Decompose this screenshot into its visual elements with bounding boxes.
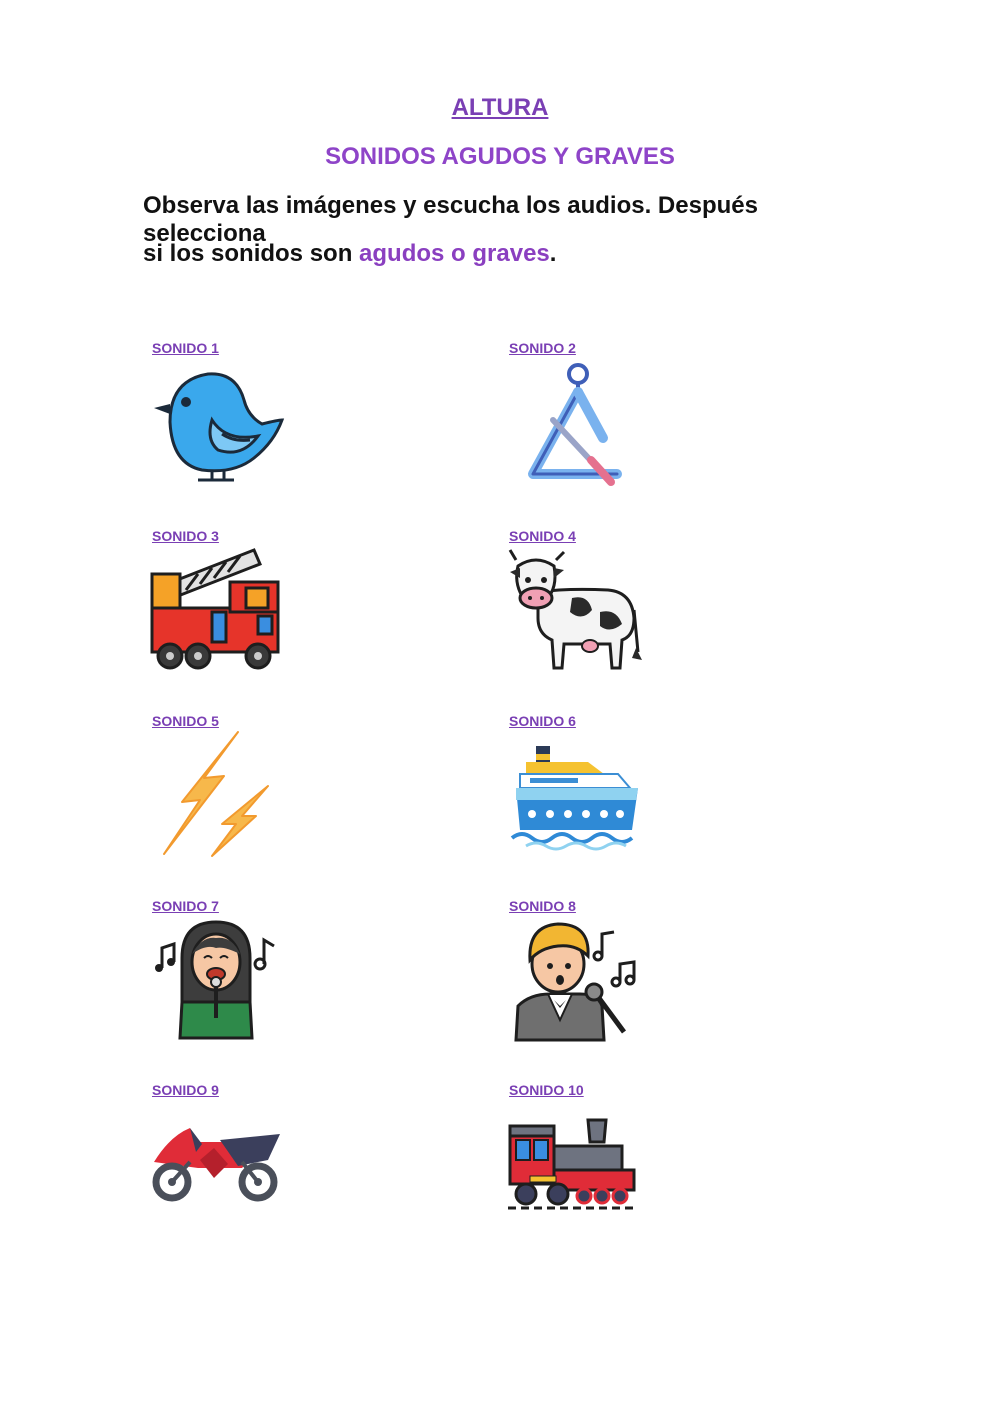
- train-icon: [506, 1116, 638, 1212]
- sound-3-link[interactable]: SONIDO 3: [152, 528, 219, 544]
- page-subtitle: SONIDOS AGUDOS Y GRAVES: [325, 143, 675, 170]
- sound-6-link[interactable]: SONIDO 6: [509, 713, 576, 729]
- cow-icon: [508, 548, 642, 674]
- bird-icon: [150, 362, 286, 484]
- sound-8-link[interactable]: SONIDO 8: [509, 898, 576, 914]
- instruction-highlight: agudos o graves: [359, 240, 550, 267]
- sound-10-link[interactable]: SONIDO 10: [509, 1082, 584, 1098]
- female-singer-icon: [152, 918, 280, 1042]
- instruction-period: .: [549, 240, 557, 267]
- sound-4-link[interactable]: SONIDO 4: [509, 528, 576, 544]
- lightning-icon: [160, 730, 272, 858]
- sound-7-link[interactable]: SONIDO 7: [152, 898, 219, 914]
- male-singer-icon: [510, 920, 640, 1044]
- sound-5-link[interactable]: SONIDO 5: [152, 713, 219, 729]
- ship-icon: [508, 744, 644, 852]
- sound-9-link[interactable]: SONIDO 9: [152, 1082, 219, 1098]
- instruction-line-1: Observa las imágenes y escucha los audios. Después selecciona: [143, 192, 758, 247]
- motorcycle-icon: [150, 1122, 282, 1204]
- page-title: ALTURA: [451, 94, 549, 121]
- triangle-instrument-icon: [525, 362, 625, 490]
- instruction-line-2: [143, 240, 883, 268]
- sound-2-link[interactable]: SONIDO 2: [509, 340, 576, 356]
- instruction-text: si los sonidos son: [143, 240, 360, 267]
- fire-truck-icon: [150, 546, 282, 672]
- sound-1-link[interactable]: SONIDO 1: [152, 340, 219, 356]
